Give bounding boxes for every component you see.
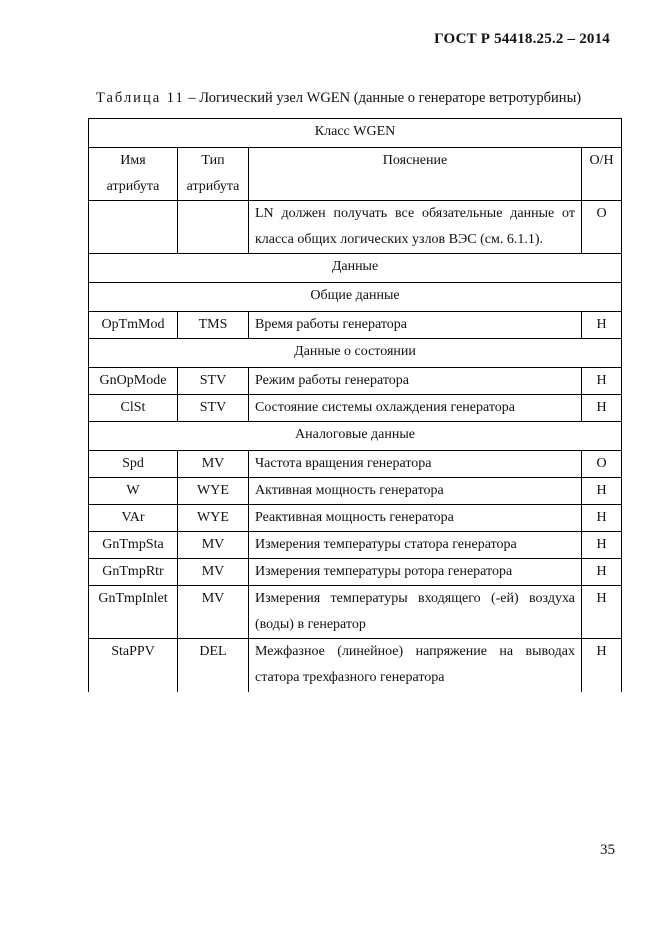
attribute-mandatory-cell: Н: [582, 586, 622, 639]
column-header-type-line1: Тип: [201, 153, 225, 168]
attribute-type-cell: WYE: [178, 505, 249, 532]
attribute-name-cell: GnTmpSta: [89, 532, 178, 559]
section-analog-data: Аналоговые данные: [89, 422, 622, 451]
column-header-name-line2: атрибута: [106, 179, 160, 194]
attribute-name-cell: GnTmpRtr: [89, 559, 178, 586]
table-row: [89, 451, 622, 478]
attribute-type-cell: DEL: [178, 639, 249, 693]
page-number: 35: [600, 842, 615, 858]
table-row: [89, 368, 622, 395]
attribute-type-cell: MV: [178, 532, 249, 559]
table-row: [89, 505, 622, 532]
table-row: [89, 559, 622, 586]
table-row: [89, 312, 622, 339]
attribute-name-cell: VAr: [89, 505, 178, 532]
attribute-type-cell: MV: [178, 586, 249, 639]
attribute-description-cell: Измерения температуры статора генератора: [249, 532, 582, 559]
attribute-type-cell: WYE: [178, 478, 249, 505]
table-row: [89, 478, 622, 505]
attribute-mandatory-cell: Н: [582, 639, 622, 693]
attribute-name-cell: Spd: [89, 451, 178, 478]
class-row: [89, 119, 622, 148]
section-row: [89, 422, 622, 451]
table-row: [89, 532, 622, 559]
attribute-type-cell: MV: [178, 559, 249, 586]
column-header-row: [89, 148, 622, 201]
attribute-mandatory-cell: Н: [582, 312, 622, 339]
wgen-attribute-table: [88, 118, 622, 692]
attribute-description-cell: Активная мощность генератора: [249, 478, 582, 505]
intro-description-cell: LN должен получать все обязательные данные от класса общих логических узлов ВЭС (см. 6.1.1).: [249, 201, 582, 254]
intro-row: [89, 201, 622, 254]
section-row: [89, 283, 622, 312]
column-header-mandatory: О/Н: [582, 148, 622, 201]
attribute-description-cell: Состояние системы охлаждения генератора: [249, 395, 582, 422]
attribute-description-cell: Режим работы генератора: [249, 368, 582, 395]
intro-type-cell: [178, 201, 249, 254]
attribute-description-cell: Измерения температуры входящего (-ей) воздуха (воды) в генератор: [249, 586, 582, 639]
section-row: [89, 254, 622, 283]
attribute-name-cell: W: [89, 478, 178, 505]
table-caption-number: Таблица 11: [96, 90, 185, 106]
attribute-type-cell: TMS: [178, 312, 249, 339]
intro-mandatory-cell: О: [582, 201, 622, 254]
attribute-name-cell: StaPPV: [89, 639, 178, 693]
section-data: Данные: [89, 254, 622, 283]
attribute-type-cell: STV: [178, 368, 249, 395]
class-name-cell: Класс WGEN: [89, 119, 622, 148]
standard-code: ГОСТ Р 54418.25.2 – 2014: [434, 31, 610, 47]
section-common-data: Общие данные: [89, 283, 622, 312]
attribute-description-cell: Межфазное (линейное) напряжение на выводах статора трехфазного генератора: [249, 639, 582, 693]
attribute-mandatory-cell: Н: [582, 532, 622, 559]
attribute-name-cell: GnTmpInlet: [89, 586, 178, 639]
column-header-type-line2: атрибута: [186, 179, 240, 194]
column-header-type: [178, 148, 249, 201]
column-header-description: Пояснение: [249, 148, 582, 201]
table-row: [89, 639, 622, 693]
attribute-mandatory-cell: Н: [582, 395, 622, 422]
attribute-name-cell: OpTmMod: [89, 312, 178, 339]
section-row: [89, 339, 622, 368]
table-row: [89, 395, 622, 422]
attribute-mandatory-cell: Н: [582, 559, 622, 586]
table-caption-text: – Логический узел WGEN (данные о генераторе ветротурбины): [184, 90, 582, 106]
attribute-mandatory-cell: Н: [582, 478, 622, 505]
attribute-name-cell: GnOpMode: [89, 368, 178, 395]
intro-name-cell: [89, 201, 178, 254]
attribute-description-cell: Время работы генератора: [249, 312, 582, 339]
attribute-description-cell: Реактивная мощность генератора: [249, 505, 582, 532]
table-caption: [96, 90, 581, 107]
attribute-mandatory-cell: О: [582, 451, 622, 478]
attribute-type-cell: STV: [178, 395, 249, 422]
attribute-description-cell: Измерения температуры ротора генератора: [249, 559, 582, 586]
attribute-mandatory-cell: Н: [582, 505, 622, 532]
attribute-mandatory-cell: Н: [582, 368, 622, 395]
column-header-name-line1: Имя: [120, 153, 146, 168]
attribute-description-cell: Частота вращения генератора: [249, 451, 582, 478]
table-row: [89, 586, 622, 639]
section-status-data: Данные о состоянии: [89, 339, 622, 368]
column-header-name: [89, 148, 178, 201]
attribute-name-cell: ClSt: [89, 395, 178, 422]
attribute-type-cell: MV: [178, 451, 249, 478]
